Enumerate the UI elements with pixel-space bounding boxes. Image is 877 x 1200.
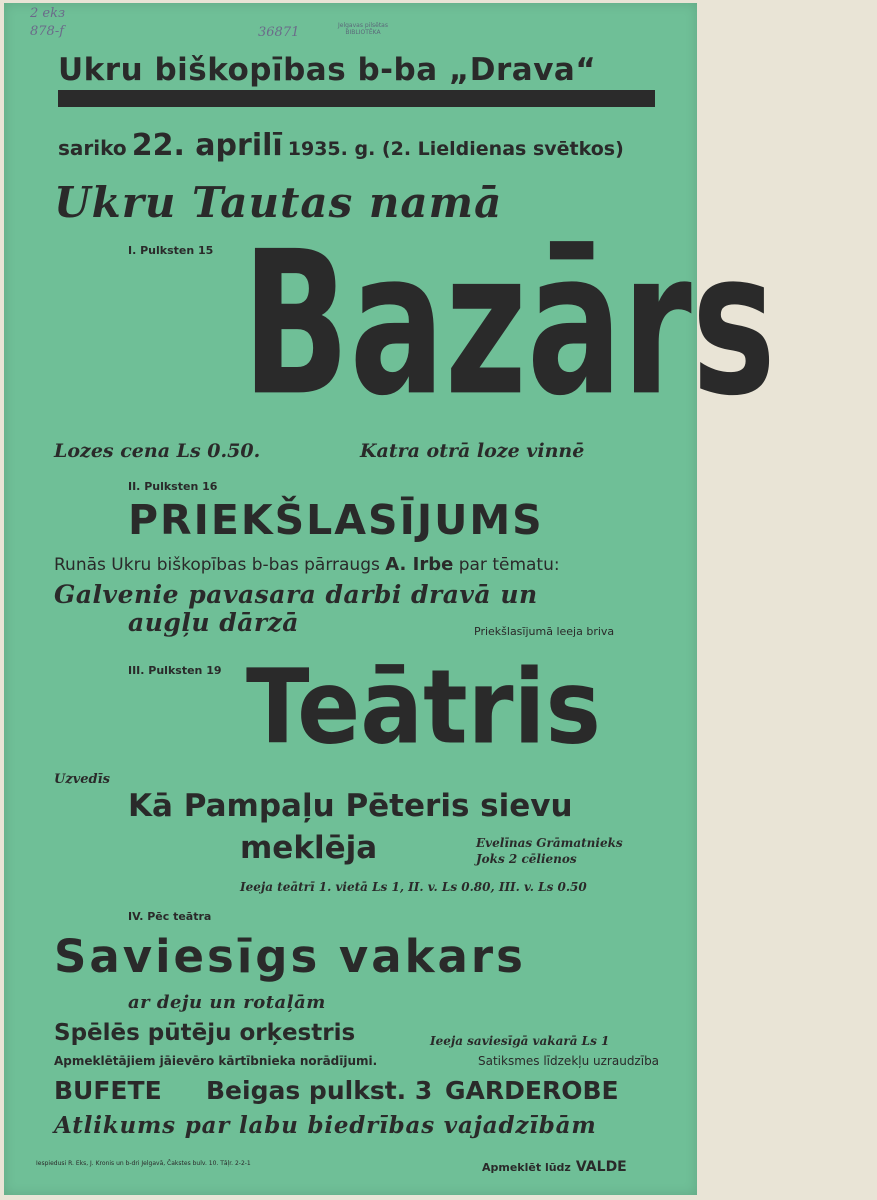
speaker-name: A. Irbe [385, 554, 454, 575]
transport-note: Satiksmes līdzekļu uzraudzība [478, 1054, 660, 1068]
invite-text: Apmeklēt lūdz [482, 1161, 571, 1174]
invite-line [482, 1156, 627, 1175]
speaker-topic-intro: par tēmatu: [458, 555, 560, 575]
venue: Ukru Tautas namā [54, 178, 503, 227]
staged-text: Uzvedīs [54, 772, 110, 787]
visitors-note: Apmeklētājiem jāievēro kārtībnieka norādījumi. [54, 1054, 378, 1068]
part1-title-box [242, 208, 877, 440]
organizes-text: sariko [58, 136, 127, 160]
proceeds: Atlikums par labu biedrības vajadzībām [54, 1112, 597, 1139]
archive-number: 36871 [258, 25, 300, 40]
part1-time: I. Pulksten 15 [128, 244, 214, 257]
printer-info: Iespiedusi R. Eks, J. Kronis un b-dri Jelgavā, Čakstes bulv. 10. Tāļr. 2-2-1 [36, 1160, 251, 1167]
speaker-intro: Runās Ukru biškopības b-bas pārraugs [54, 555, 380, 575]
part2-title: PRIEKŠLASĪJUMS [128, 496, 544, 544]
event-year: 1935. g. (2. Lieldienas svētkos) [287, 138, 624, 160]
play-line-2: meklēja [240, 830, 378, 866]
part1-title: Bazārs [242, 208, 776, 440]
part2-time: II. Pulksten 16 [128, 480, 218, 493]
end-time: Beigas pulkst. 3 [206, 1076, 433, 1105]
theatre-prices: Ieeja teātrī 1. vietā Ls 1, II. v. Ls 0.80, III. v. Ls 0.50 [240, 880, 587, 894]
library-stamp [338, 22, 388, 36]
library-stamp-line-1: Jelgavas pilsētas [338, 22, 388, 29]
part4-subtitle: ar deju un rotaļām [128, 992, 326, 1013]
play-author: Evelīnas Grāmatnieks [476, 836, 623, 850]
evening-entry: Ieeja saviesīgā vakarā Ls 1 [430, 1034, 610, 1048]
play-acts: Joks 2 cēlienos [476, 852, 577, 866]
speaker-line [54, 554, 560, 575]
part3-title: Teātris [246, 647, 601, 768]
topic-line-1: Galvenie pavasara darbi dravā un [54, 580, 538, 609]
buffet-label: BUFETE [54, 1076, 162, 1105]
board-name: VALDE [575, 1159, 627, 1175]
part3-time: III. Pulksten 19 [128, 664, 222, 677]
topic-line-2: augļu dārzā [128, 608, 299, 637]
cloakroom-label: GARDEROBE [445, 1076, 619, 1105]
part4-title: Saviesīgs vakars [54, 930, 526, 983]
archive-note-code: 878-f [30, 24, 65, 39]
lot-win: Katra otrā loze vinnē [360, 440, 585, 462]
library-stamp-line-2: BIBLIOTĒKA [345, 29, 381, 36]
header-rule [58, 90, 655, 107]
lecture-entry: Priekšlasījumā leeja briva [474, 625, 615, 638]
society-title: Ukru biškopības b-ba „Drava“ [58, 52, 597, 88]
date-line [58, 128, 624, 163]
buffet-line [54, 1076, 162, 1105]
part3-title-box [246, 647, 620, 768]
part4-time: IV. Pēc teātra [128, 910, 212, 923]
archive-note-copies: 2 ekз [30, 6, 66, 21]
event-date: 22. aprilī [131, 128, 283, 163]
lot-price: Lozes cena Ls 0.50. [54, 440, 261, 462]
play-line-1: Kā Pampaļu Pēteris sievu [128, 788, 573, 824]
orchestra: Spēlēs pūtēju orķestris [54, 1020, 356, 1046]
